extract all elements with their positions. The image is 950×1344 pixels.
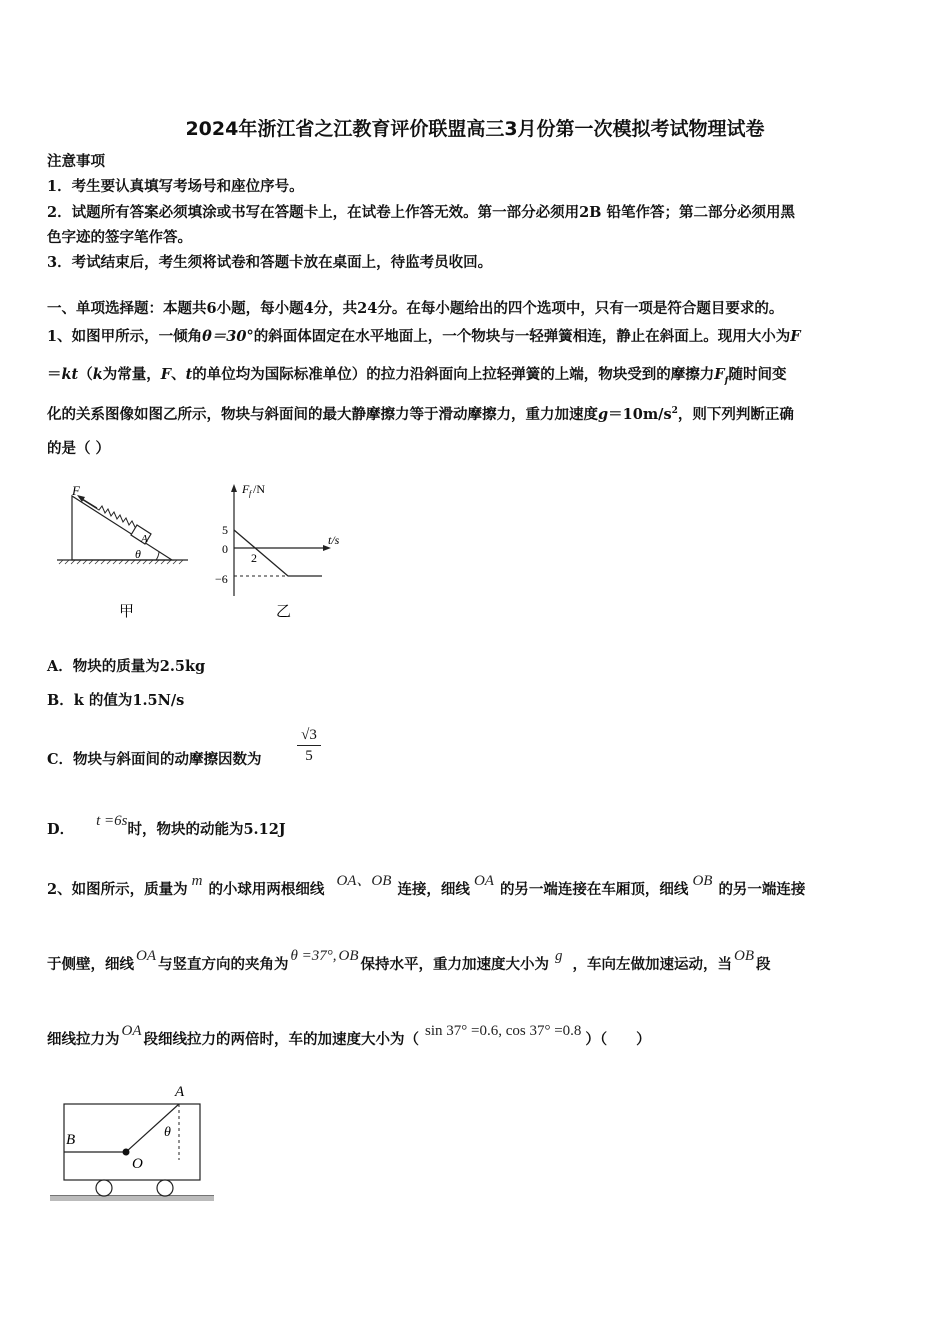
section-heading: 一、单项选择题：本题共6小题，每小题4分，共24分。在每小题给出的四个选项中，只有一项是符合题目要求的。 <box>47 300 784 317</box>
q2-g: g <box>555 948 563 964</box>
q2-text: 段细线拉力的两倍时，车的加速度大小为（ <box>143 1031 419 1048</box>
q1-g: g <box>598 405 609 423</box>
xlabel: t/s <box>328 533 340 547</box>
label-O: O <box>132 1156 143 1172</box>
label-theta: θ <box>164 1125 171 1140</box>
tick-neg6: −6 <box>215 572 228 586</box>
q1-text: 的斜面体固定在水平地面上，一个物块与一轻弹簧相连，静止在斜面上。现用大小为 <box>253 328 791 345</box>
q1-F2: F <box>160 366 172 383</box>
q1-text: ，则下列判断正确 <box>677 405 794 423</box>
q2-text: 的另一端连接在车厢顶，细线 <box>499 881 689 898</box>
page-title: 2024年浙江省之江教育评价联盟高三3月份第一次模拟考试物理试卷 <box>185 118 765 140</box>
q2-line-1 <box>47 873 806 900</box>
q2-text: 2、如图所示，质量为 <box>47 881 188 898</box>
q1-option-d <box>47 813 286 840</box>
q1-text: （ <box>78 366 93 383</box>
string-oa <box>126 1104 179 1152</box>
label-F: F <box>72 483 80 498</box>
q2-ob: OB <box>692 873 713 889</box>
notice-item-2: 2．试题所有答案必须填涂或书写在答题卡上，在试卷上作答无效。第一部分必须用2B 铅笔作答；第二部分必须用黑 <box>47 204 795 221</box>
label-A: A <box>175 1084 185 1100</box>
q2-theta37: θ =37°, <box>290 948 337 964</box>
q2-text: ）（ ） <box>585 1031 651 1048</box>
q2-text: 连接，细线 <box>397 881 470 898</box>
q1-option-c-fraction <box>297 726 321 766</box>
q1-kt: kt <box>61 366 79 383</box>
q2-text: 于侧壁，细线 <box>47 956 134 973</box>
q2-ob3: OB <box>734 948 754 964</box>
incline-body <box>72 496 172 560</box>
y-axis-arrow <box>231 484 237 492</box>
q2-text: 段 <box>756 956 771 973</box>
q2-oa: OA <box>473 873 494 889</box>
q1-text: ＝ <box>47 366 62 383</box>
q2-text: ，车向左做加速运动，当 <box>572 956 732 973</box>
ball <box>123 1149 130 1156</box>
label-A: A <box>141 533 148 545</box>
angle-arc <box>156 552 159 560</box>
q1-F: F <box>790 328 801 345</box>
caption-jia: 甲 <box>119 604 135 620</box>
notice-heading: 注意事项 <box>47 153 105 170</box>
q1-text: 随时间变 <box>728 366 787 383</box>
ylabel-sub: f <box>249 489 252 498</box>
q1-option-d-math: t =6s <box>96 813 128 829</box>
tick-2: 2 <box>251 551 257 565</box>
q2-line-2 <box>47 948 771 975</box>
notice-item-3: 3．考试结束后，考生须将试卷和答题卡放在桌面上，待监考员收回。 <box>47 254 493 271</box>
fraction-denominator: 5 <box>305 748 313 764</box>
wheel-left <box>96 1180 112 1196</box>
q1-g-sup: 2 <box>671 406 678 416</box>
caption-yi: 乙 <box>276 604 292 620</box>
q2-ob2: OB <box>338 948 359 964</box>
q1-t: t <box>185 366 193 383</box>
q1-text: 为常量， <box>102 366 161 383</box>
q2-text: 细线拉力为 <box>47 1031 120 1048</box>
tick-0: 0 <box>222 542 228 556</box>
ground-hatch <box>50 1196 214 1201</box>
q1-option-d-prefix: D． <box>47 821 75 838</box>
q2-text: 保持水平，重力加速度大小为 <box>360 956 549 973</box>
q2-text: 与竖直方向的夹角为 <box>158 956 289 973</box>
q1-text: 、 <box>171 366 186 383</box>
q1-option-d-text: 时，物块的动能为5.12J <box>127 821 286 838</box>
label-B: B <box>66 1132 76 1148</box>
q2-oa2: OA <box>136 948 156 964</box>
notice-item-2-cont: 色字迹的签字笔作答。 <box>47 229 192 246</box>
tick-5: 5 <box>222 523 228 537</box>
q1-g-val: ＝10m/s <box>608 405 672 423</box>
ylabel: F <box>242 482 250 496</box>
q2-oa-ob: OA、OB <box>336 873 392 889</box>
q2-oa3: OA <box>121 1023 142 1039</box>
q1-line-1 <box>47 327 801 347</box>
q2-figure <box>48 1080 218 1205</box>
q1-option-c: C．物块与斜面间的动摩擦因数为 <box>47 751 262 768</box>
q2-m: m <box>191 873 203 889</box>
fraction-numerator: √3 <box>297 726 321 746</box>
q1-text: 1、如图甲所示，一倾角 <box>47 328 203 345</box>
q2-text: 的另一端连接 <box>718 881 806 898</box>
q2-text: 的小球用两根细线 <box>208 881 325 898</box>
q1-line-4: 的是（ ） <box>47 440 111 457</box>
q1-option-b: B．k 的值为1.5N/s <box>47 692 185 709</box>
wheel-right <box>157 1180 173 1196</box>
label-theta: θ <box>135 547 141 561</box>
q1-figure-yi <box>210 478 360 623</box>
q1-option-a: A．物块的质量为2.5kg <box>47 658 206 675</box>
q2-line-3 <box>47 1023 651 1050</box>
q1-line-2 <box>47 365 786 391</box>
q1-figure-jia <box>55 478 195 623</box>
q2-trig: sin 37° =0.6, cos 37° =0.8 <box>425 1023 582 1039</box>
q1-text: 的单位均为国际标准单位）的拉力沿斜面向上拉轻弹簧的上端，物块受到的摩擦力 <box>192 366 715 383</box>
q1-text: 化的关系图像如图乙所示，物块与斜面间的最大静摩擦力等于滑动摩擦力，重力加速度 <box>47 405 598 423</box>
q1-theta: θ＝30° <box>202 328 254 345</box>
q1-f-sub: f <box>724 375 729 386</box>
q1-Ff: F <box>714 366 725 383</box>
q1-k: k <box>92 366 103 383</box>
q1-line-3 <box>47 401 794 425</box>
notice-item-1: 1．考生要认真填写考场号和座位序号。 <box>47 178 304 195</box>
ff-curve <box>234 530 322 576</box>
ylabel-unit: /N <box>253 482 265 496</box>
